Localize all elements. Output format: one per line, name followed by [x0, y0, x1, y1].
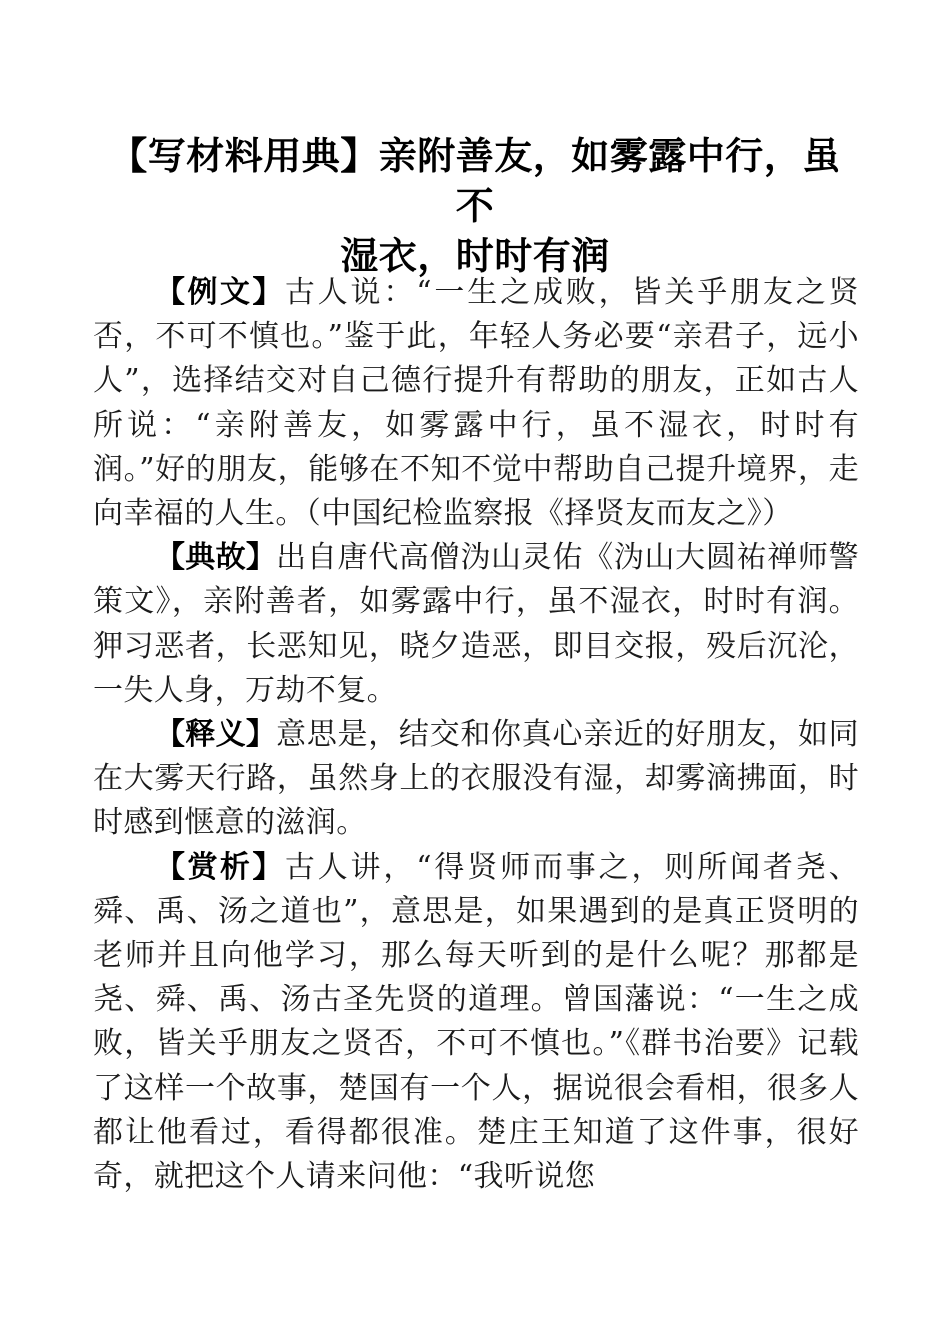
page-title	[93, 131, 857, 281]
paragraph-shiyi	[93, 713, 859, 846]
paragraph-label-liwen: 【例文】	[155, 275, 285, 310]
paragraph-text-liwen: 古人说：“一生之成败，皆关乎朋友之贤否，不可不慎也。”鉴于此，年轻人务必要“亲君子，远小人”，选择结交对自己德行提升有帮助的朋友，正如古人所说：“亲附善友，如雾露中行，虽不湿衣，时时有润。”好的朋友，能够在不知不觉中帮助自己提升境界，走向幸福的人生。（中国纪检监察报《择贤友而友之》）	[93, 275, 860, 532]
paragraph-text-shiyi: 意思是，结交和你真心亲近的好朋友，如同在大雾天行路，虽然身上的衣服没有湿，却雾滴拂面，时时感到惬意的滋润。	[93, 717, 859, 841]
document-body	[93, 271, 859, 1199]
paragraph-liwen	[93, 271, 859, 536]
paragraph-diangu	[93, 536, 859, 713]
paragraph-label-shangxi: 【赏析】	[155, 849, 285, 885]
page-title-line-1: 【写材料用典】亲附善友，如雾露中行，虽不	[109, 133, 841, 228]
paragraph-shangxi	[93, 846, 859, 1200]
paragraph-text-shangxi: 古人讲，“得贤师而事之，则所闻者尧、舜、禹、汤之道也”，意思是，如果遇到的是真正贤明的老师并且向他学习，那么每天听到的是什么呢？那都是尧、舜、禹、汤古圣先贤的道理。曾国藩说：“一生之成败，皆关乎朋友之贤否，不可不慎也。”《群书治要》记载了这样一个故事，楚国有一个人，据说很会看相，很多人都让他看过，看得都很准。楚庄王知道了这件事，很好奇，就把这个人请来问他：“我听说您	[93, 849, 860, 1195]
paragraph-label-shiyi: 【释义】	[155, 717, 277, 753]
paragraph-text-diangu: 出自唐代高僧沩山灵佑《沩山大圆祐禅师警策文》，亲附善者，如雾露中行，虽不湿衣，时时有润。狎习恶者，长恶知见，晓夕造恶，即目交报，殁后沉沦，一失人身，万劫不复。	[93, 540, 859, 708]
paragraph-label-diangu: 【典故】	[155, 540, 277, 576]
page-title-line-2: 湿衣，时时有润	[340, 233, 610, 278]
